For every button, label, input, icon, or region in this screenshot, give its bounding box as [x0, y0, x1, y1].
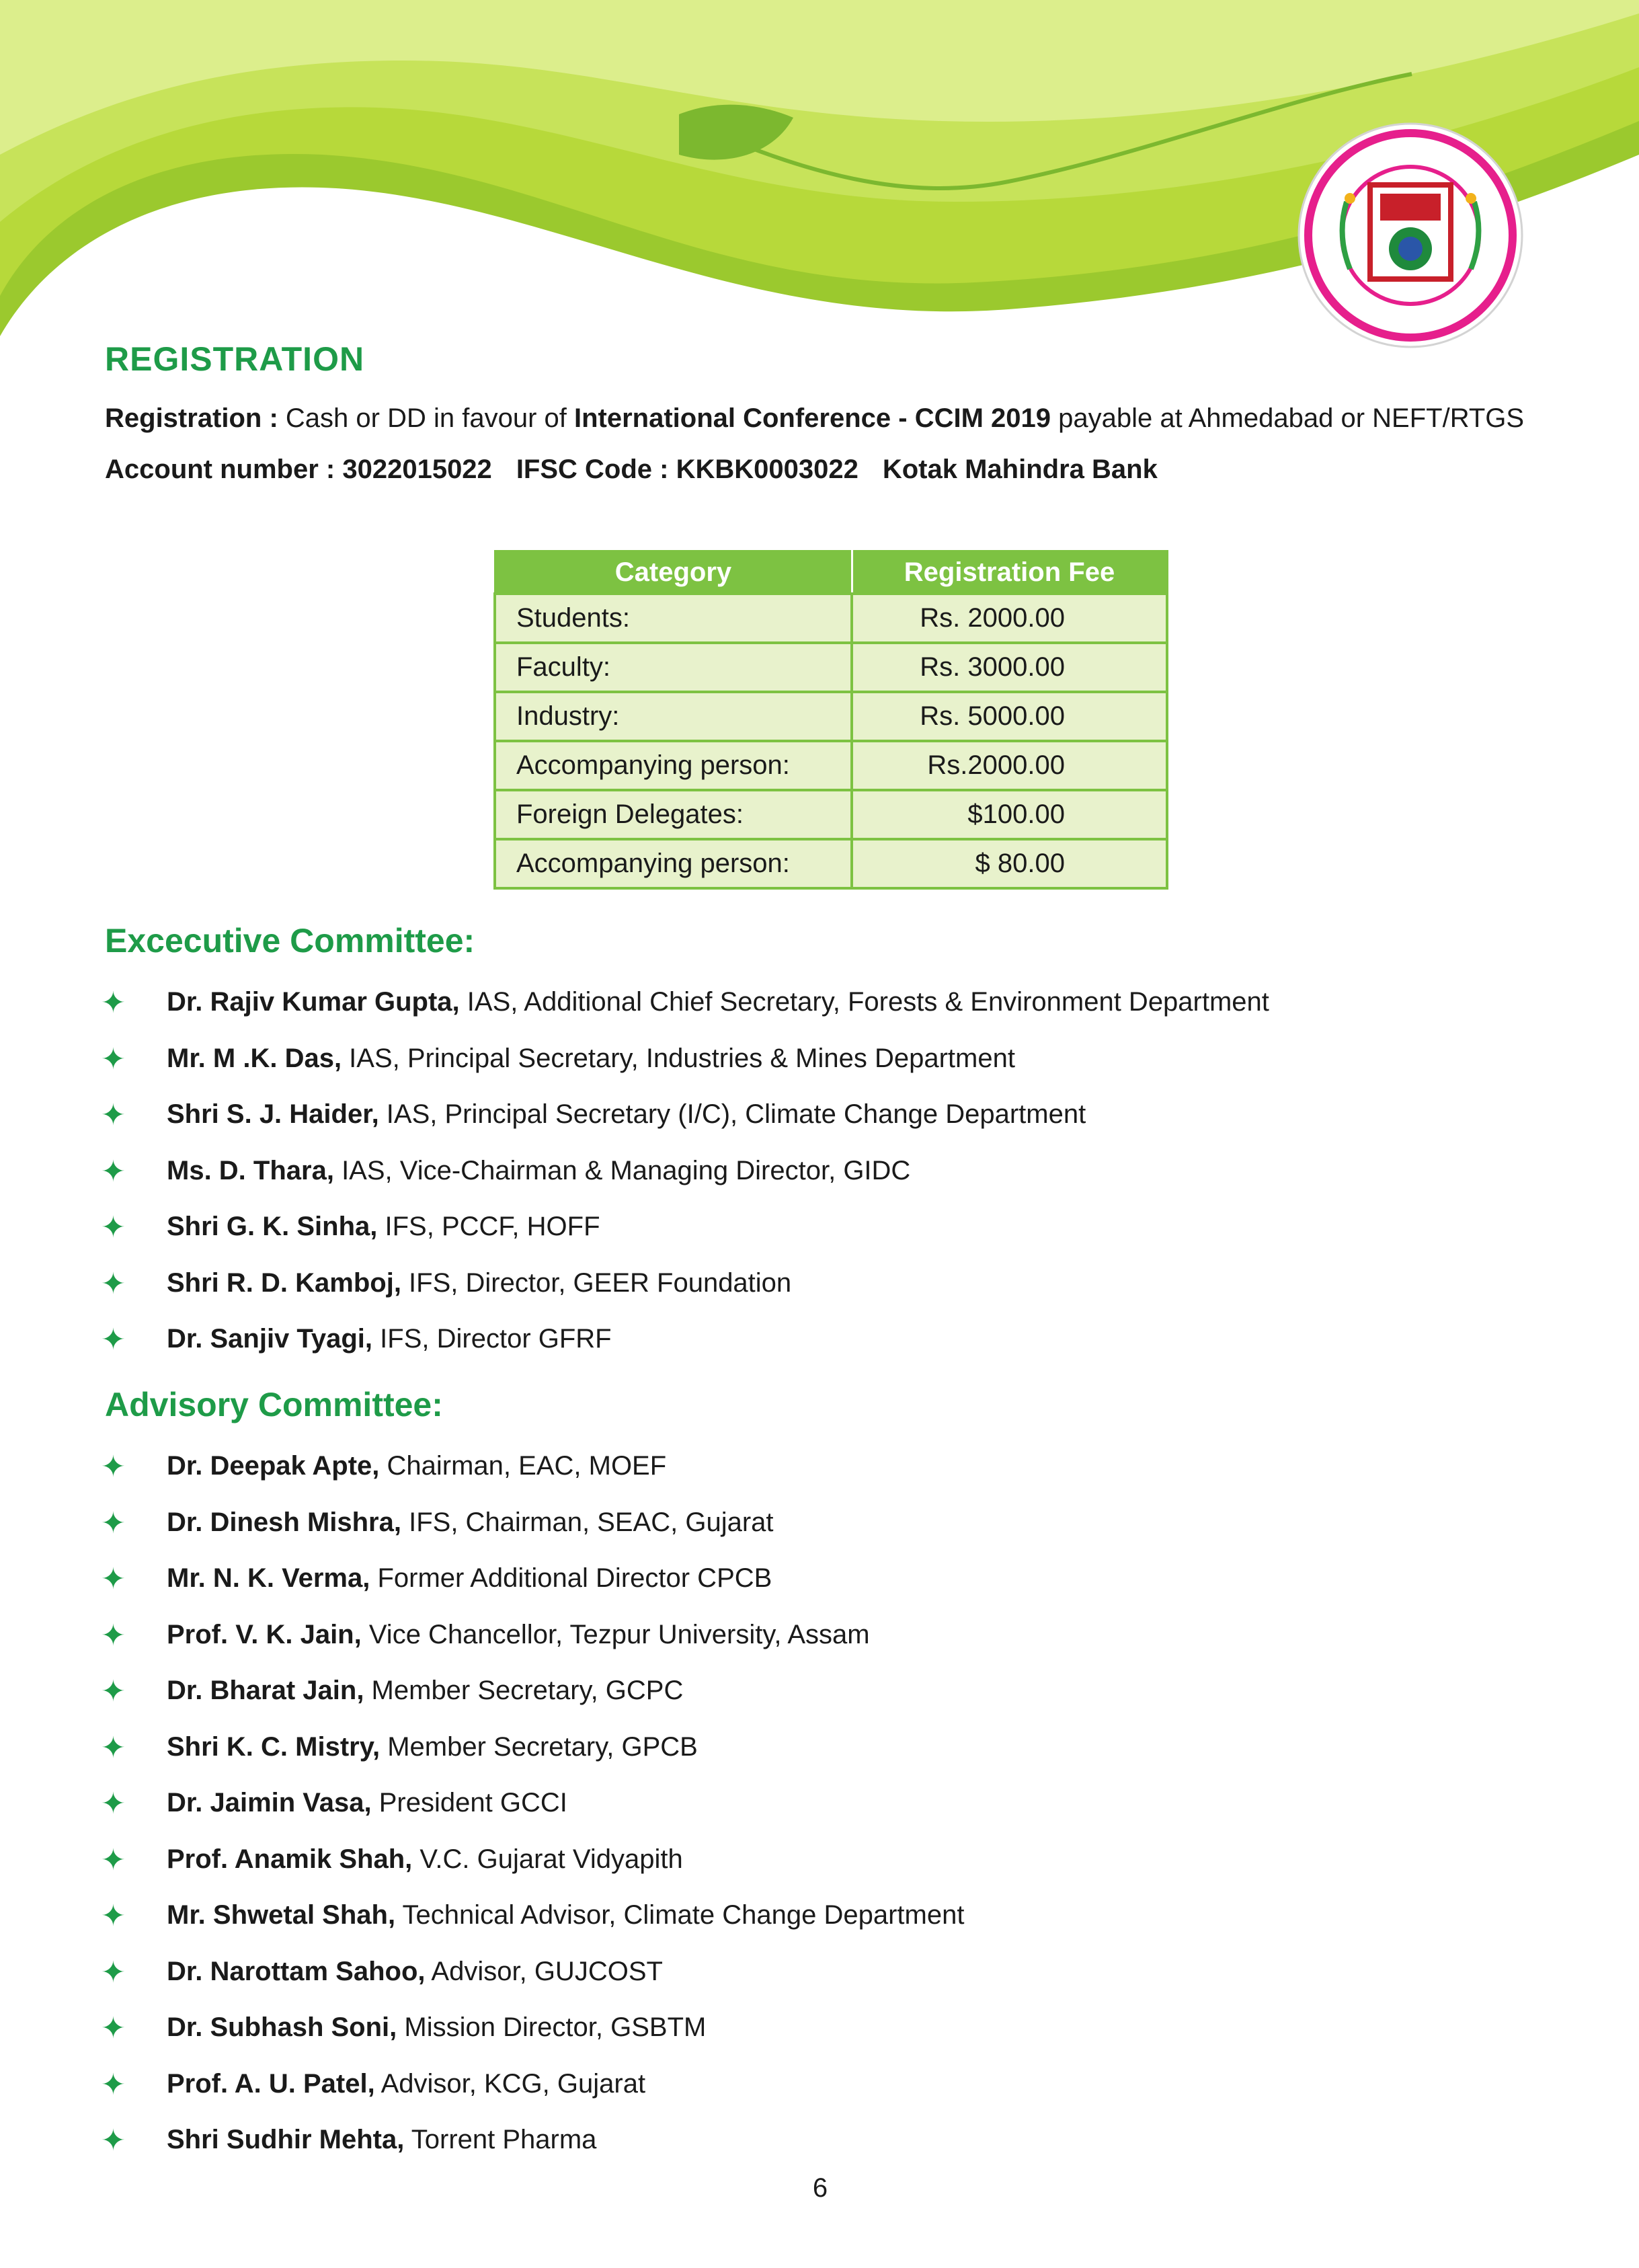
table-row — [495, 594, 1167, 643]
four-point-star-icon: ✦ — [101, 1618, 126, 1652]
member-name: Dr. Subhash Soni, — [167, 2012, 397, 2042]
member-name: Dr. Narottam Sahoo, — [167, 1956, 426, 1986]
list-item — [101, 1620, 1513, 1676]
member-name: Dr. Deepak Apte, — [167, 1451, 380, 1481]
member-role: Chairman, EAC, MOEF — [379, 1451, 667, 1481]
fee-amount-cell: Rs.2000.00 — [852, 741, 1167, 790]
member-role: IAS, Additional Chief Secretary, Forests & Environment Department — [459, 987, 1269, 1017]
member-name: Mr. M .K. Das, — [167, 1043, 342, 1073]
member-role: IAS, Principal Secretary, Industries & Mines Department — [342, 1043, 1015, 1073]
list-item — [101, 2125, 1513, 2181]
member-role: Mission Director, GSBTM — [397, 2012, 707, 2042]
list-item — [101, 1268, 1513, 1325]
member-role: Former Additional Director CPCB — [370, 1563, 772, 1593]
registration-fee-table — [493, 550, 1168, 890]
executive-committee-heading: Excecutive Committee: — [105, 922, 475, 960]
member-role: IAS, Vice-Chairman & Managing Director, GIDC — [333, 1155, 911, 1185]
account-number: Account number : 3022015022 — [105, 455, 492, 484]
member-role: IAS, Principal Secretary (I/C), Climate Change Department — [378, 1099, 1086, 1129]
registration-heading: REGISTRATION — [105, 340, 365, 378]
four-point-star-icon: ✦ — [101, 1042, 126, 1076]
university-seal-logo — [1296, 121, 1525, 350]
member-name: Shri R. D. Kamboj, — [167, 1267, 401, 1298]
member-name: Shri G. K. Sinha, — [167, 1212, 378, 1241]
four-point-star-icon: ✦ — [101, 1267, 126, 1300]
member-name: Dr. Dinesh Mishra, — [167, 1507, 401, 1537]
member-role: Technical Advisor, Climate Change Department — [395, 1900, 965, 1930]
table-row — [495, 790, 1167, 839]
four-point-star-icon: ✦ — [101, 1563, 126, 1596]
list-item — [101, 1508, 1513, 1564]
four-point-star-icon: ✦ — [101, 2124, 126, 2157]
payment-method-text: Cash or DD in favour of — [285, 403, 574, 433]
member-role: Torrent Pharma — [404, 2125, 597, 2154]
table-row — [495, 741, 1167, 790]
member-name: Ms. D. Thara, — [167, 1155, 334, 1185]
advisory-committee-heading: Advisory Committee: — [105, 1386, 443, 1423]
member-role: Member Secretary, GPCB — [380, 1731, 698, 1762]
bank-name: Kotak Mahindra Bank — [882, 455, 1158, 484]
four-point-star-icon: ✦ — [101, 2012, 126, 2045]
four-point-star-icon: ✦ — [101, 1211, 126, 1244]
member-name: Shri S. J. Haider, — [167, 1099, 379, 1129]
member-name: Prof. A. U. Patel, — [167, 2068, 375, 2099]
list-item — [101, 1212, 1513, 1268]
list-item — [101, 1957, 1513, 2013]
fee-category-cell: Students: — [495, 594, 852, 643]
member-role: Advisor, GUJCOST — [425, 1956, 663, 1986]
member-name: Shri Sudhir Mehta, — [167, 2125, 405, 2154]
member-name: Mr. N. K. Verma, — [167, 1563, 370, 1593]
member-role: Member Secretary, GCPC — [364, 1676, 684, 1705]
column-header-category: Category — [495, 551, 852, 594]
four-point-star-icon: ✦ — [101, 1155, 126, 1188]
bank-details — [105, 455, 1182, 485]
fee-category-cell: Industry: — [495, 692, 852, 741]
list-item — [101, 1324, 1513, 1380]
list-item — [101, 1563, 1513, 1620]
member-name: Dr. Bharat Jain, — [167, 1676, 364, 1705]
list-item — [101, 1156, 1513, 1212]
fee-category-cell: Foreign Delegates: — [495, 790, 852, 839]
registration-payment-info — [105, 403, 1524, 434]
member-role: IFS, Director GFRF — [372, 1324, 612, 1354]
member-name: Prof. V. K. Jain, — [167, 1619, 362, 1649]
member-role: Advisor, KCG, Gujarat — [374, 2068, 646, 2099]
four-point-star-icon: ✦ — [101, 2068, 126, 2101]
list-item — [101, 1099, 1513, 1156]
member-name: Dr. Rajiv Kumar Gupta, — [167, 987, 460, 1017]
member-name: Dr. Sanjiv Tyagi, — [167, 1324, 373, 1354]
four-point-star-icon: ✦ — [101, 1675, 126, 1708]
list-item — [101, 1044, 1513, 1100]
list-item — [101, 2069, 1513, 2125]
member-name: Mr. Shwetal Shah, — [167, 1900, 396, 1930]
table-row — [495, 839, 1167, 888]
member-name: Shri K. C. Mistry, — [167, 1731, 381, 1762]
ifsc-code: IFSC Code : KKBK0003022 — [516, 455, 858, 484]
page-number: 6 — [812, 2173, 828, 2203]
registration-label: Registration : — [105, 403, 286, 433]
member-role: IFS, PCCF, HOFF — [377, 1212, 600, 1241]
list-item — [101, 2012, 1513, 2069]
list-item — [101, 987, 1513, 1044]
list-item — [101, 1451, 1513, 1508]
payee-name: International Conference - CCIM 2019 — [573, 403, 1051, 433]
executive-committee-list — [101, 987, 1513, 1380]
four-point-star-icon: ✦ — [101, 1323, 126, 1356]
fee-amount-cell: Rs. 2000.00 — [852, 594, 1167, 643]
four-point-star-icon: ✦ — [101, 1506, 126, 1540]
list-item — [101, 1844, 1513, 1901]
member-role: Vice Chancellor, Tezpur University, Assam — [361, 1619, 870, 1649]
advisory-committee-list — [101, 1451, 1513, 2181]
payable-location-text: payable at Ahmedabad or NEFT/RTGS — [1051, 403, 1525, 433]
member-role: IFS, Director, GEER Foundation — [401, 1267, 792, 1298]
column-header-registration-fee: Registration Fee — [852, 551, 1167, 594]
member-role: V.C. Gujarat Vidyapith — [412, 1844, 683, 1874]
list-item — [101, 1732, 1513, 1789]
member-role: President GCCI — [371, 1788, 567, 1817]
list-item — [101, 1676, 1513, 1732]
table-row — [495, 692, 1167, 741]
four-point-star-icon: ✦ — [101, 1843, 126, 1877]
fee-amount-cell: Rs. 3000.00 — [852, 643, 1167, 692]
member-role: IFS, Chairman, SEAC, Gujarat — [401, 1507, 774, 1537]
fee-category-cell: Accompanying person: — [495, 741, 852, 790]
four-point-star-icon: ✦ — [101, 1955, 126, 1989]
fee-amount-cell: $ 80.00 — [852, 839, 1167, 888]
four-point-star-icon: ✦ — [101, 1450, 126, 1483]
four-point-star-icon: ✦ — [101, 1900, 126, 1932]
table-row — [495, 643, 1167, 692]
four-point-star-icon: ✦ — [101, 1099, 126, 1132]
member-name: Dr. Jaimin Vasa, — [167, 1788, 372, 1817]
four-point-star-icon: ✦ — [101, 1787, 126, 1820]
fee-amount-cell: $100.00 — [852, 790, 1167, 839]
list-item — [101, 1788, 1513, 1844]
fee-amount-cell: Rs. 5000.00 — [852, 692, 1167, 741]
fee-category-cell: Accompanying person: — [495, 839, 852, 888]
member-name: Prof. Anamik Shah, — [167, 1844, 413, 1874]
fee-category-cell: Faculty: — [495, 643, 852, 692]
list-item — [101, 1900, 1513, 1957]
four-point-star-icon: ✦ — [101, 986, 126, 1019]
four-point-star-icon: ✦ — [101, 1731, 126, 1764]
fee-table-header-row — [495, 551, 1167, 594]
